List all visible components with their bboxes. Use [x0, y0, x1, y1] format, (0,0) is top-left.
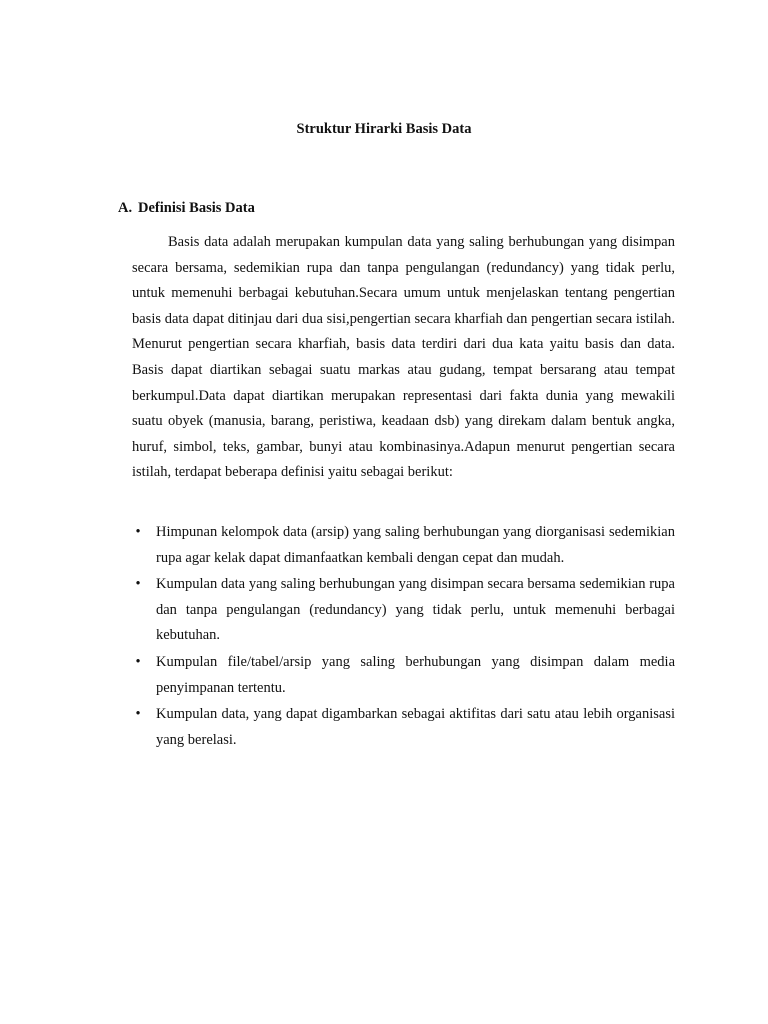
definition-list — [132, 520, 675, 754]
list-item — [132, 702, 675, 753]
bullet-icon: • — [135, 706, 141, 723]
bullet-icon: • — [135, 653, 141, 670]
bullet-icon: • — [135, 576, 141, 593]
list-item-text: Kumpulan file/tabel/arsip yang saling berhubungan yang disimpan dalam media penyimpanan tertentu. — [156, 653, 675, 696]
list-item — [132, 520, 675, 571]
document-title: Struktur Hirarki Basis Data — [296, 121, 472, 137]
section-heading — [118, 200, 255, 217]
list-item — [132, 650, 675, 701]
definition-paragraph: Basis data adalah merupakan kumpulan data yang saling berhubungan yang disimpan secara bersama, sedemikian rupa dan tanpa pengulangan (redundancy) yang tidak perlu, untuk memenuhi berbagai kebutuhan.Secara umum untuk menjelaskan tentang pengertian basis data dapat ditinjau dari dua sisi,pengertian secara kharfiah dan pengertian secara istilah. Menurut pengertian secara kharfiah, basis data terdiri dari dua kata yaitu basis dan data. Basis dapat diartikan sebagai suatu markas atau gudang, tempat bersarang atau tempat berkumpul.Data dapat diartikan merupakan representasi dari fakta dunia yang mewakili suatu obyek (manusia, barang, peristiwa, keadaan dsb) yang direkam dalam bentuk angka, huruf, simbol, teks, gambar, bunyi atau kombinasinya.Adapun menurut pengertian secara istilah, terdapat beberapa definisi yaitu sebagai berikut: — [132, 234, 675, 481]
section-letter: A. — [118, 200, 133, 216]
list-item — [132, 572, 675, 649]
list-item-text: Himpunan kelompok data (arsip) yang saling berhubungan yang diorganisasi sedemikian rupa agar kelak dapat dimanfaatkan kembali dengan cepat dan mudah. — [156, 524, 675, 566]
list-item-text: Kumpulan data yang saling berhubungan yang disimpan secara bersama sedemikian rupa dan tanpa pengulangan (redundancy) yang tidak perlu, untuk memenuhi berbagai kebutuhan. — [156, 576, 675, 644]
section-heading-text: Definisi Basis Data — [138, 200, 255, 216]
list-item-text: Kumpulan data, yang dapat digambarkan sebagai aktifitas dari satu atau lebih organisasi yang berelasi. — [156, 706, 675, 748]
bullet-icon: • — [135, 524, 141, 540]
